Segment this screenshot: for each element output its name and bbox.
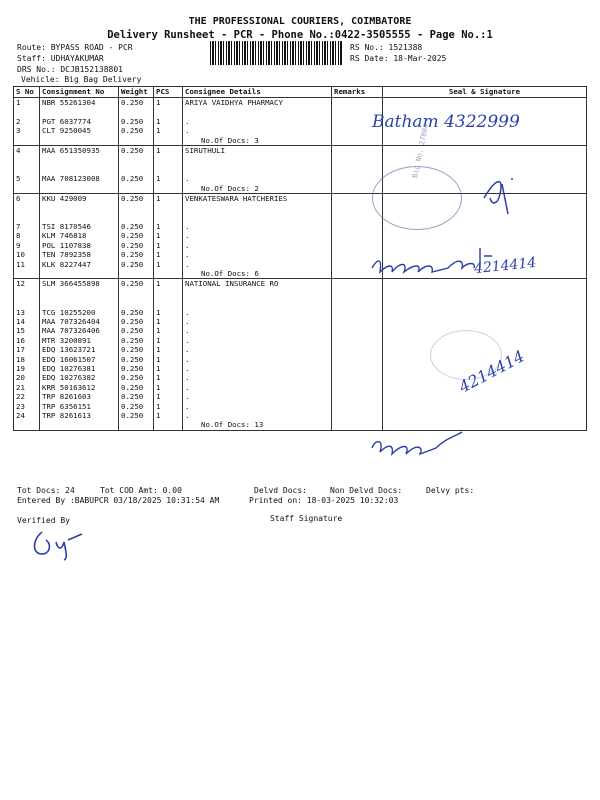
cell-text: 0.250 <box>121 145 144 155</box>
handwritten-signature-4 <box>366 418 576 468</box>
cell-text: 0.250 <box>121 98 144 107</box>
cell-text: 14 <box>16 316 25 326</box>
cell-text: 1 <box>156 401 161 411</box>
cell-text: PGT 6037774 <box>42 116 91 126</box>
drs-label: DRS No.: DCJB152138801 <box>17 65 123 74</box>
cell-text: EDQ 13623721 <box>42 345 96 355</box>
cell-text: TSI 8170546 <box>42 222 91 232</box>
cell-text: 0.250 <box>121 316 144 326</box>
cell-text: 0.250 <box>121 193 144 203</box>
cell-text: . <box>185 326 190 336</box>
runsheet-subtitle: Delivery Runsheet - PCR - Phone No.:0422-3505555 - Page No.:1 <box>107 29 493 41</box>
cell-text: . <box>185 307 190 317</box>
cell-text: . <box>185 354 190 364</box>
cell-text: 0.250 <box>121 240 144 250</box>
cell-text: 2 <box>16 116 21 126</box>
consignee-cell <box>183 98 332 146</box>
consignee-name: VENKATESWARA HATCHERIES <box>185 193 288 203</box>
cell-text: 1 <box>156 307 161 317</box>
cell-text: 1 <box>156 382 161 392</box>
cell-text: 0.250 <box>121 354 144 364</box>
cell-text: TEN 7892358 <box>42 250 91 260</box>
staff-signature-label: Staff Signature <box>270 514 343 523</box>
cell-text: 1 <box>156 316 161 326</box>
cell-text: 1 <box>156 410 161 420</box>
cell-text: 1 <box>156 335 161 345</box>
cell-text: TRP 6356151 <box>42 401 91 411</box>
cell-text: 0.250 <box>121 382 144 392</box>
cell-text: MTR 3200891 <box>42 335 91 345</box>
col-consignment: Consignment No <box>40 87 119 98</box>
table-header-row <box>14 87 587 98</box>
sno-cell <box>14 193 40 279</box>
cell-text: 1 <box>156 345 161 355</box>
tot-cod: Tot COD Amt: 0.00 <box>100 486 182 495</box>
consignment-cell <box>40 193 119 279</box>
cell-text: . <box>185 410 190 420</box>
cell-text: 0.250 <box>121 392 144 402</box>
cell-text: 15 <box>16 326 25 336</box>
verified-by-signature <box>28 524 98 562</box>
cell-text: EDQ 10276381 <box>42 363 96 373</box>
weight-cell <box>119 279 154 430</box>
handwritten-signature-3 <box>368 228 568 288</box>
cell-text: 1 <box>156 145 161 155</box>
cell-text: 1 <box>156 98 161 107</box>
cell-text: EDQ 16061507 <box>42 354 96 364</box>
staff-label: Staff: UDHAYAKUMAR <box>17 54 104 63</box>
cell-text: 16 <box>16 335 25 345</box>
col-remarks: Remarks <box>332 87 383 98</box>
cell-text: . <box>185 401 190 411</box>
cell-text: 0.250 <box>121 126 144 136</box>
col-pcs: PCS <box>154 87 183 98</box>
cell-text: 1 <box>156 373 161 383</box>
pcs-cell <box>154 145 183 193</box>
cell-text: TRP 8261603 <box>42 392 91 402</box>
cell-text: . <box>185 373 190 383</box>
docs-count: No.Of Docs: 2 <box>201 183 259 193</box>
delvd-docs: Delvd Docs: <box>254 486 307 495</box>
handwritten-signature-1: Batham 4322999 <box>372 112 520 132</box>
cell-text: 1 <box>156 326 161 336</box>
weight-cell <box>119 98 154 146</box>
cell-text: MAA 651350935 <box>42 145 100 155</box>
sno-cell <box>14 98 40 146</box>
cell-text: . <box>185 174 190 184</box>
rs-no-label: RS No.: 1521388 <box>350 43 423 52</box>
cell-text: . <box>185 345 190 355</box>
weight-cell <box>119 145 154 193</box>
cell-text: 0.250 <box>121 373 144 383</box>
cell-text: SLM 366455898 <box>42 279 100 289</box>
cell-text: MAA 707326404 <box>42 316 100 326</box>
weight-cell <box>119 193 154 279</box>
cell-text: KLK 8227447 <box>42 259 91 269</box>
cell-text: TRP 8261613 <box>42 410 91 420</box>
cell-text: 0.250 <box>121 326 144 336</box>
cell-text: 0.250 <box>121 335 144 345</box>
cell-text: 4 <box>16 145 21 155</box>
consignment-cell <box>40 279 119 430</box>
cell-text: . <box>185 116 190 126</box>
cell-text: 1 <box>156 193 161 203</box>
route-label: Route: BYPASS ROAD - PCR <box>17 43 133 52</box>
cell-text: 10 <box>16 250 25 260</box>
cell-text: . <box>185 126 190 136</box>
pcs-cell <box>154 193 183 279</box>
cell-text: 1 <box>156 222 161 232</box>
cell-text: 1 <box>156 354 161 364</box>
cell-text: 0.250 <box>121 222 144 232</box>
cell-text: 7 <box>16 222 21 232</box>
cell-text: 0.250 <box>121 410 144 420</box>
cell-text: 19 <box>16 363 25 373</box>
docs-count: No.Of Docs: 6 <box>201 269 259 279</box>
remarks-cell <box>332 279 383 430</box>
cell-text: 0.250 <box>121 250 144 260</box>
verified-by-label: Verified By <box>17 516 70 525</box>
cell-text: 18 <box>16 354 25 364</box>
cell-text: 1 <box>156 250 161 260</box>
company-title: THE PROFESSIONAL COURIERS, COIMBATORE <box>188 16 412 27</box>
cell-text: KRR 50163612 <box>42 382 96 392</box>
consignee-cell <box>183 193 332 279</box>
seal-stamp <box>372 123 462 230</box>
consignee-name: SIRUTHULI <box>185 145 226 155</box>
cell-text: 5 <box>16 174 21 184</box>
cell-text: 21 <box>16 382 25 392</box>
col-seal-signature: Seal & Signature <box>383 87 587 98</box>
cell-text: 0.250 <box>121 116 144 126</box>
consignment-cell <box>40 145 119 193</box>
rs-date-label: RS Date: 18-Mar-2025 <box>350 54 447 63</box>
cell-text: 1 <box>16 98 21 107</box>
cell-text: . <box>185 222 190 232</box>
cell-text: CLT 9250045 <box>42 126 91 136</box>
delvy-pts: Delvy pts: <box>426 486 475 495</box>
cell-text: 22 <box>16 392 25 402</box>
entered-by: Entered By :BABUPCR 03/18/2025 10:31:54 AM <box>17 496 220 505</box>
handwritten-number-2: 4214414 <box>455 346 528 397</box>
consignee-name: NATIONAL INSURANCE RO <box>185 279 279 289</box>
consignee-name: ARIYA VAIDHYA PHARMACY <box>185 98 283 107</box>
handwritten-signature-2 <box>478 168 526 218</box>
cell-text: 20 <box>16 373 25 383</box>
consignment-cell <box>40 98 119 146</box>
cell-text: 1 <box>156 259 161 269</box>
cell-text: MAA 707326406 <box>42 326 100 336</box>
cell-text: 0.250 <box>121 279 144 289</box>
cell-text: . <box>185 259 190 269</box>
cell-text: 13 <box>16 307 25 317</box>
cell-text: 9 <box>16 240 21 250</box>
cell-text: 11 <box>16 259 25 269</box>
cell-text: TCG 10255200 <box>42 307 96 317</box>
cell-text: 0.250 <box>121 174 144 184</box>
cell-text: 17 <box>16 345 25 355</box>
cell-text: 6 <box>16 193 21 203</box>
col-sno: S No <box>14 87 40 98</box>
cell-text: 0.250 <box>121 363 144 373</box>
barcode <box>210 41 342 65</box>
handwritten-number-1: 4214414 <box>473 254 538 278</box>
cell-text: . <box>185 382 190 392</box>
cell-text: . <box>185 363 190 373</box>
pcs-cell <box>154 98 183 146</box>
consignee-cell <box>183 279 332 430</box>
cell-text: 1 <box>156 279 161 289</box>
col-weight: Weight <box>119 87 154 98</box>
sno-cell <box>14 145 40 193</box>
cell-text: . <box>185 250 190 260</box>
col-consignee: Consignee Details <box>183 87 332 98</box>
cell-text: 1 <box>156 126 161 136</box>
cell-text: 1 <box>156 231 161 241</box>
cell-text: 12 <box>16 279 25 289</box>
cell-text: KLM 746818 <box>42 231 87 241</box>
cell-text: EDQ 10276382 <box>42 373 96 383</box>
cell-text: 0.250 <box>121 259 144 269</box>
cell-text: 1 <box>156 363 161 373</box>
cell-text: POL 1107838 <box>42 240 91 250</box>
cell-text: MAA 708123008 <box>42 174 100 184</box>
cell-text: 0.250 <box>121 307 144 317</box>
cell-text: NBR 55261304 <box>42 98 96 107</box>
tot-docs: Tot Docs: 24 <box>17 486 75 495</box>
cell-text: . <box>185 335 190 345</box>
cell-text: 1 <box>156 240 161 250</box>
cell-text: 24 <box>16 410 25 420</box>
non-delvd-docs: Non Delvd Docs: <box>330 486 403 495</box>
cell-text: 1 <box>156 392 161 402</box>
cell-text: 1 <box>156 174 161 184</box>
cell-text: 23 <box>16 401 25 411</box>
cell-text: KKU 429009 <box>42 193 87 203</box>
cell-text: . <box>185 392 190 402</box>
cell-text: 8 <box>16 231 21 241</box>
consignee-cell <box>183 145 332 193</box>
cell-text: 0.250 <box>121 231 144 241</box>
pcs-cell <box>154 279 183 430</box>
cell-text: . <box>185 231 190 241</box>
cell-text: . <box>185 316 190 326</box>
docs-count: No.Of Docs: 3 <box>201 135 259 145</box>
cell-text: 3 <box>16 126 21 136</box>
printed-on: Printed on: 18-03-2025 10:32:03 <box>249 496 399 505</box>
stamp-text: Big No. 27004 <box>411 123 431 179</box>
docs-count: No.Of Docs: 13 <box>201 420 264 430</box>
cell-text: 1 <box>156 116 161 126</box>
vehicle-label: Vehicle: Big Bag Delivery <box>21 75 142 84</box>
cell-text: . <box>185 240 190 250</box>
sno-cell <box>14 279 40 430</box>
cell-text: 0.250 <box>121 401 144 411</box>
cell-text: 0.250 <box>121 345 144 355</box>
